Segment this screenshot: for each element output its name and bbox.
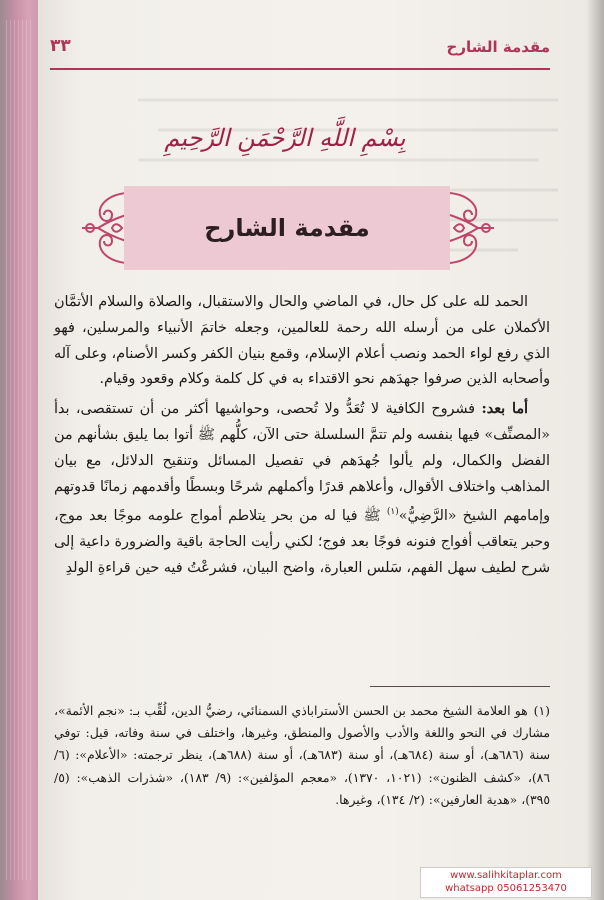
- page-number: ٣٣: [50, 36, 71, 56]
- footnote-text: هو العلامة الشيخ محمد بن الحسن الأستراباذي السمنائي، رضيُّ الدين، لُقِّب بـ: «نجم الأئمة»، مشارك في النحو واللغة والأدب والأصول والمنطق، وغيرها، واختلف في سنة وفاته، قيل: توفي سنة (٦٨٦هـ)، أو سنة (٦٨٤هـ)، أو سنة (٦٨٣هـ)، أو سنة (٦٨٨هـ)، ينظر ترجمته: «الأعلام»: (٦/ ٨٦)، «كشف الظنون»: (١٠٢١، ١٣٧٠)، «معجم المؤلفين»: (٩/ ١٨٣)، «شذرات الذهب»: (٥/ ٣٩٥)، «هدية العارفين»: (٢/ ١٣٤)، وغيرها.: [54, 703, 550, 807]
- watermark-stamp: [420, 867, 592, 898]
- paragraph-text-continued: ﷺ فيا له من بحر يتلاطم أمواج علومه موجًا بعد موج، وحبر يتعاقب أفواج فنونه فوجًا بعد فوج؛ لكني رأيت الحاجة باقية والضرورة داعية إلى شرح لطيف سهل الفهم، سَلس العبارة، واضح البيان، فشرعْتُ فيه حين قراءةِ الولدِ: [54, 508, 550, 576]
- running-header: [50, 34, 550, 68]
- main-text: [54, 290, 550, 586]
- basmala-calligraphy: بِسْمِ اللَّهِ الرَّحْمَنِ الرَّحِيمِ: [164, 124, 406, 152]
- paragraph-amma-bad: [54, 397, 550, 581]
- page-curl-shadow: [586, 0, 604, 900]
- header-rule: [50, 68, 550, 70]
- watermark-url: www.salihkitaplar.com: [450, 870, 562, 881]
- paragraph-intro: [54, 290, 550, 393]
- watermark-phone: whatsapp 05061253470: [445, 883, 567, 894]
- paragraph-text: الحمد لله على كل حال، في الماضي والحال والاستقبال، والصلاة والسلام الأتمَّان الأكملان على من أرسله الله رحمة للعالمين، وجعله خاتمَ الأنبياء والمرسلين، فهو الذي رفع لواء الحمد ونصب أعلام الإسلام، وقمع بنيان الكفر وكسر الأصنام، وعلى آله وأصحابه الذين صرفوا جهدَهم نحو الاقتداء به في كل كلمة وكلام وقعود وقيام.: [54, 294, 550, 388]
- section-title-box: [124, 186, 450, 270]
- running-header-title: مقدمة الشارح: [446, 38, 550, 56]
- footnote-reference[interactable]: (١): [386, 507, 399, 518]
- footnote-separator: [370, 686, 550, 687]
- section-title: مقدمة الشارح: [204, 214, 370, 242]
- footnote: [54, 700, 550, 811]
- right-ornament-icon: [448, 185, 498, 271]
- footnote-number: (١): [533, 703, 550, 718]
- paragraph-text: فشروح الكافية لا تُعَدُّ ولا تُحصى، وحواشيها أكثر من أن تستقصى، بدأ «المصنِّف» فيها بنفسه ولم تتمَّ السلسلة حتى الآن، كلُّهم ﷺ أتوا بما يليق بشأنهم من الفضل والكمال، ولم يألوا جُهدَهم في تفصيل المسائل وتنقيح الدلائل، مع بيان المذاهب واختلاف الأقوال، وأعلاهم قدرًا وأكملهم شرحًا وبسطًا وأقدمهم زمانًا قدوتهم وإمامهم الشيخ «الرَّضِيُّ»: [54, 401, 550, 525]
- book-page-edges: [0, 0, 40, 900]
- page-stack-lines: [6, 20, 32, 880]
- paragraph-lead: أما بعد:: [481, 401, 529, 418]
- left-ornament-icon: [78, 185, 128, 271]
